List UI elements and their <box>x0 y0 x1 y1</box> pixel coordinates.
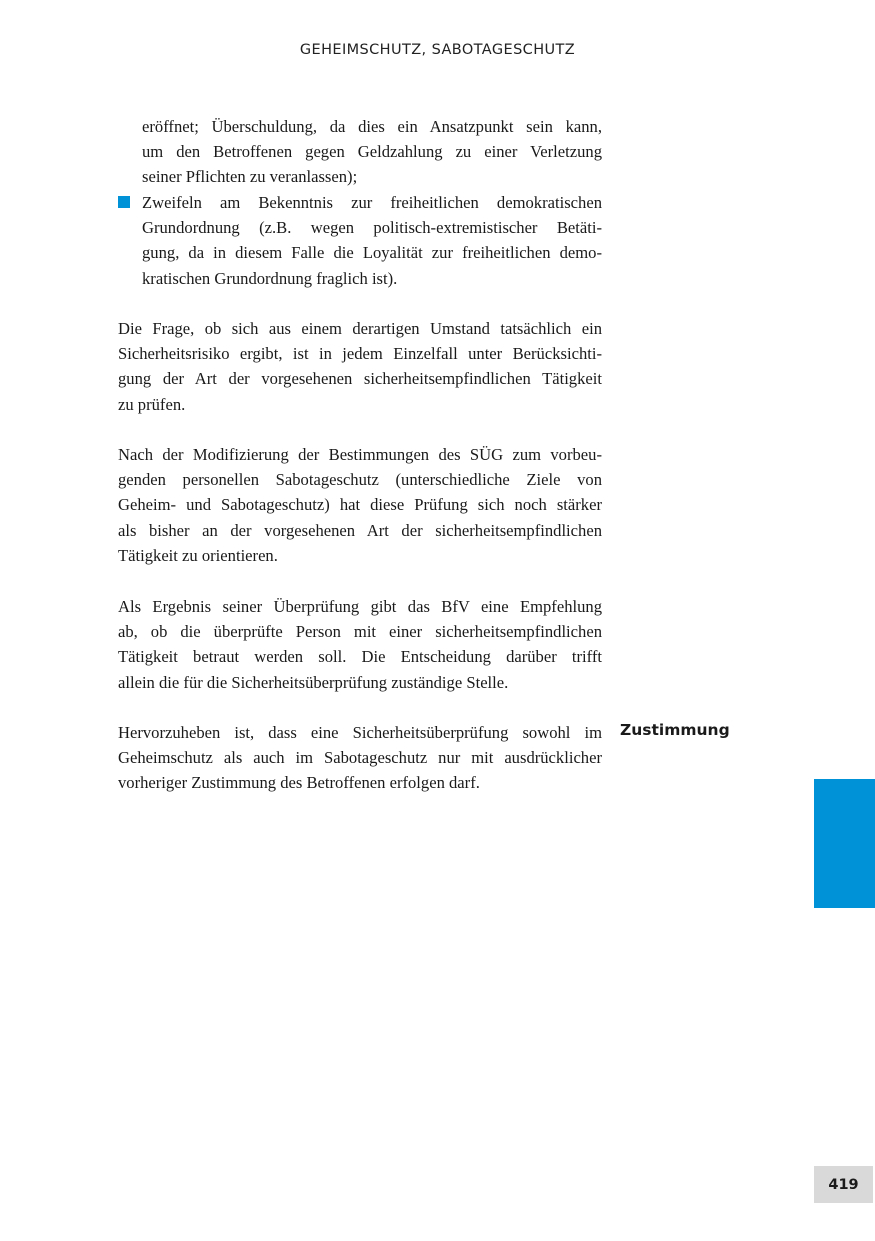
text-line: Sicherheitsrisiko ergibt, ist in jedem Einzelfall unter Berücksichti- <box>118 344 602 364</box>
text-line: um den Betroffenen gegen Geldzahlung zu einer Verletzung <box>142 142 602 162</box>
margin-keyword: Zustimmung <box>620 721 730 739</box>
text-line: vorheriger Zustimmung des Betroffenen erfolgen darf. <box>118 773 480 793</box>
list-continuation <box>118 114 602 190</box>
text-line: Hervorzuheben ist, dass eine Sicherheitsüberprüfung sowohl im <box>118 723 602 742</box>
text-line: allein die für die Sicherheitsüberprüfung zuständige Stelle. <box>118 672 509 692</box>
page-number: 419 <box>814 1166 873 1203</box>
bullet-square-icon <box>118 196 130 208</box>
text-line: eröffnet; Überschuldung, da dies ein Ansatzpunkt sein kann, <box>142 117 602 136</box>
text-line: gung der Art der vorgesehenen sicherheitsempfindlichen Tätigkeit <box>118 369 602 389</box>
paragraph <box>118 594 602 695</box>
text-line: genden personellen Sabotageschutz (unterschiedliche Ziele von <box>118 470 602 490</box>
text-line: Tätigkeit zu orientieren. <box>118 545 278 565</box>
text-line: Grundordnung (z.B. wegen politisch-extremistischer Betäti- <box>142 218 602 238</box>
paragraph <box>118 316 602 417</box>
text-line: Zweifeln am Bekenntnis zur freiheitlichen demokratischen <box>142 193 602 212</box>
bullet-list-item <box>118 190 602 291</box>
text-line: Die Frage, ob sich aus einem derartigen Umstand tatsächlich ein <box>118 319 602 338</box>
text-line: zu prüfen. <box>118 394 186 414</box>
paragraph <box>118 720 602 796</box>
text-line: Nach der Modifizierung der Bestimmungen des SÜG zum vorbeu- <box>118 445 602 464</box>
text-line: Als Ergebnis seiner Überprüfung gibt das BfV eine Empfehlung <box>118 597 602 616</box>
text-line: Geheim- und Sabotageschutz) hat diese Prüfung sich noch stärker <box>118 495 602 515</box>
text-line: seiner Pflichten zu veranlassen); <box>142 167 358 187</box>
paragraph <box>118 442 602 568</box>
text-line: gung, da in diesem Falle die Loyalität zur freiheitlichen demo- <box>142 243 602 263</box>
text-line: Tätigkeit betraut werden soll. Die Entscheidung darüber trifft <box>118 647 602 667</box>
text-line: kratischen Grundordnung fraglich ist). <box>142 268 398 288</box>
text-line: Geheimschutz als auch im Sabotageschutz nur mit ausdrücklicher <box>118 748 602 768</box>
running-header: GEHEIMSCHUTZ, SABOTAGESCHUTZ <box>299 42 576 58</box>
chapter-thumb-tab <box>814 779 875 908</box>
text-line: ab, ob die überprüfte Person mit einer sicherheitsempfindlichen <box>118 622 602 642</box>
text-line: als bisher an der vorgesehenen Art der sicherheitsempfindlichen <box>118 520 602 540</box>
